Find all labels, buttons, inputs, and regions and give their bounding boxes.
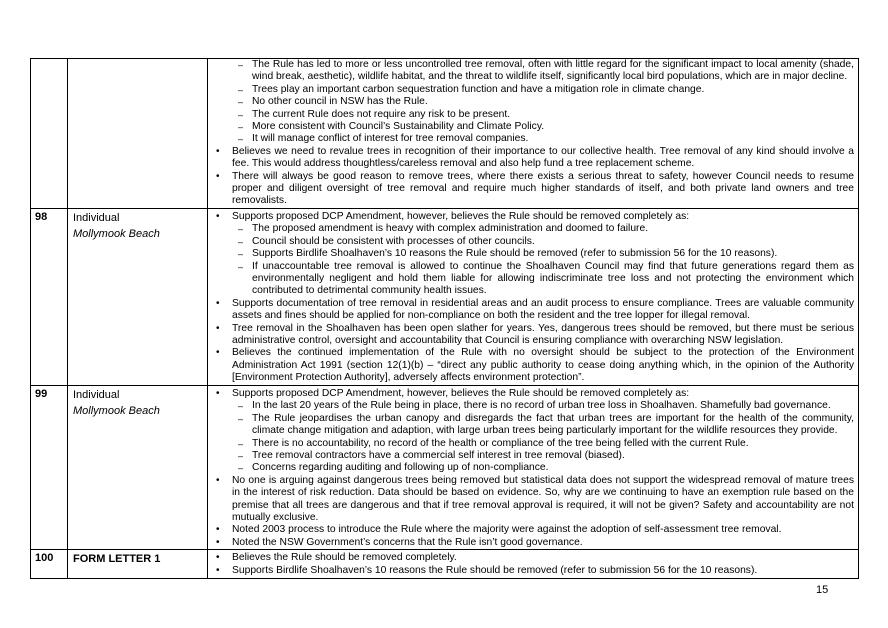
bullet-item: • No one is arguing against dangerous trees being removed but statistical data does not support the widespread removal of mature trees in the interest of risk reduction. Data should be based on evidence. So, why are we continuing to have an exemption rule based on the premise that all trees are dangerous and that if tree removal approval is required, it will not be given? Safety and accountability are not mutually exclusive. bbox=[208, 475, 854, 525]
submitter-cell bbox=[68, 59, 208, 209]
dash-item: – It will manage conflict of interest for tree removal companies. bbox=[208, 133, 854, 145]
bullet-item: • Tree removal in the Shoalhaven has been open slather for years. Yes, dangerous trees should be removed, but there must be serious administrative control, oversight and accountability that Council is ensuring compliance with overarching NSW legislation. bbox=[208, 323, 854, 348]
submitter-cell bbox=[68, 208, 208, 385]
submission-number: 98 bbox=[31, 208, 68, 385]
dash-item: – Tree removal contractors have a commercial self interest in tree removal (biased). bbox=[208, 450, 854, 462]
page-number: 15 bbox=[816, 584, 829, 596]
comments-cell bbox=[208, 208, 859, 385]
bullet-item: • Supports proposed DCP Amendment, however, believes the Rule should be removed completely as: bbox=[208, 388, 854, 400]
submission-number: 99 bbox=[31, 385, 68, 549]
submitter-cell bbox=[68, 385, 208, 549]
submission-number: 100 bbox=[31, 550, 68, 579]
dash-item: – The Rule has led to more or less uncontrolled tree removal, often with little regard for the significant impact to local amenity (shade, wind break, aesthetic), wildlife habitat, and the threat to wildlife itself, significantly local bird populations, which are in major decline. bbox=[208, 59, 854, 84]
submitter-type: Individual bbox=[73, 388, 120, 401]
comments-cell bbox=[208, 385, 859, 549]
table-row bbox=[31, 550, 859, 579]
bullet-item: • Supports proposed DCP Amendment, however, believes the Rule should be removed completely as: bbox=[208, 211, 854, 223]
bullet-item: • Believes we need to revalue trees in recognition of their importance to our collective health. Tree removal of any kind should involve a fee. This would address thoughtless/careless removal and also help fund a tree replacement scheme. bbox=[208, 146, 854, 171]
bullet-item: • Believes the Rule should be removed completely. bbox=[208, 552, 854, 564]
dash-item: – The Rule jeopardises the urban canopy and disregards the fact that urban trees are important for the health of the community, climate change mitigation and adaption, with large urban trees being particularly important for the wildlife resources they provide. bbox=[208, 413, 854, 438]
dash-item: – There is no accountability, no record of the health or compliance of the tree being felled with the current Rule. bbox=[208, 438, 854, 450]
dash-item: – Concerns regarding auditing and following up of non-compliance. bbox=[208, 462, 854, 474]
dash-item: – Supports Birdlife Shoalhaven’s 10 reasons the Rule should be removed (refer to submission 56 for the 10 reasons). bbox=[208, 248, 854, 260]
table-row bbox=[31, 385, 859, 549]
submitter-location: Mollymook Beach bbox=[73, 227, 160, 240]
dash-item: – The current Rule does not require any risk to be present. bbox=[208, 109, 854, 121]
bullet-item: • Supports documentation of tree removal in residential areas and an audit process to ensure compliance. Trees are valuable community assets and fines should be applied for non-compliance on both the resident and the tree lopper for illegal removal. bbox=[208, 298, 854, 323]
bullet-item: • Noted the NSW Government’s concerns that the Rule isn’t good governance. bbox=[208, 537, 854, 549]
dash-item: – In the last 20 years of the Rule being in place, there is no record of urban tree loss in Shoalhaven. Shamefully bad governance. bbox=[208, 400, 854, 412]
dash-item: – Trees play an important carbon sequestration function and have a mitigation role in climate change. bbox=[208, 84, 854, 96]
table-row bbox=[31, 59, 859, 209]
comments-cell bbox=[208, 550, 859, 579]
comments-cell bbox=[208, 59, 859, 209]
dash-item: – The proposed amendment is heavy with complex administration and doomed to failure. bbox=[208, 223, 854, 235]
bullet-item: • Noted 2003 process to introduce the Rule where the majority were against the adoption of self-assessment tree removal. bbox=[208, 524, 854, 536]
bullet-item: • Believes the continued implementation of the Rule with no oversight should be subject to the protection of the Environment Administration Act 1991 (section 12(1)(b) – “direct any public authority to cease doing anything which, in the opinion of the Authority [Environment Protection Authority], adversely affects environment protection”. bbox=[208, 347, 854, 384]
submitter-type: Individual bbox=[73, 211, 120, 224]
submitter-cell bbox=[68, 550, 208, 579]
dash-item: – No other council in NSW has the Rule. bbox=[208, 96, 854, 108]
table-row bbox=[31, 208, 859, 385]
bullet-item: • There will always be good reason to remove trees, where there exists a serious threat to safety, however Council needs to resume proper and diligent oversight of tree removal and require much higher standards of itself, and both private land owners and tree removalists. bbox=[208, 171, 854, 208]
dash-item: – More consistent with Council’s Sustainability and Climate Policy. bbox=[208, 121, 854, 133]
bullet-item: • Supports Birdlife Shoalhaven’s 10 reasons the Rule should be removed (refer to submission 56 for the 10 reasons). bbox=[208, 565, 854, 577]
submitter-location: Mollymook Beach bbox=[73, 404, 160, 417]
dash-item: – If unaccountable tree removal is allowed to continue the Shoalhaven Council may find that future generations regard them as environmentally negligent and hold them liable for allowing indiscriminate tree loss and not protecting the environment which contributed to detrimental community health issues. bbox=[208, 261, 854, 298]
dash-item: – Council should be consistent with processes of other councils. bbox=[208, 236, 854, 248]
submission-number bbox=[31, 59, 68, 209]
submissions-table bbox=[30, 58, 859, 579]
submitter-type: FORM LETTER 1 bbox=[73, 553, 161, 566]
